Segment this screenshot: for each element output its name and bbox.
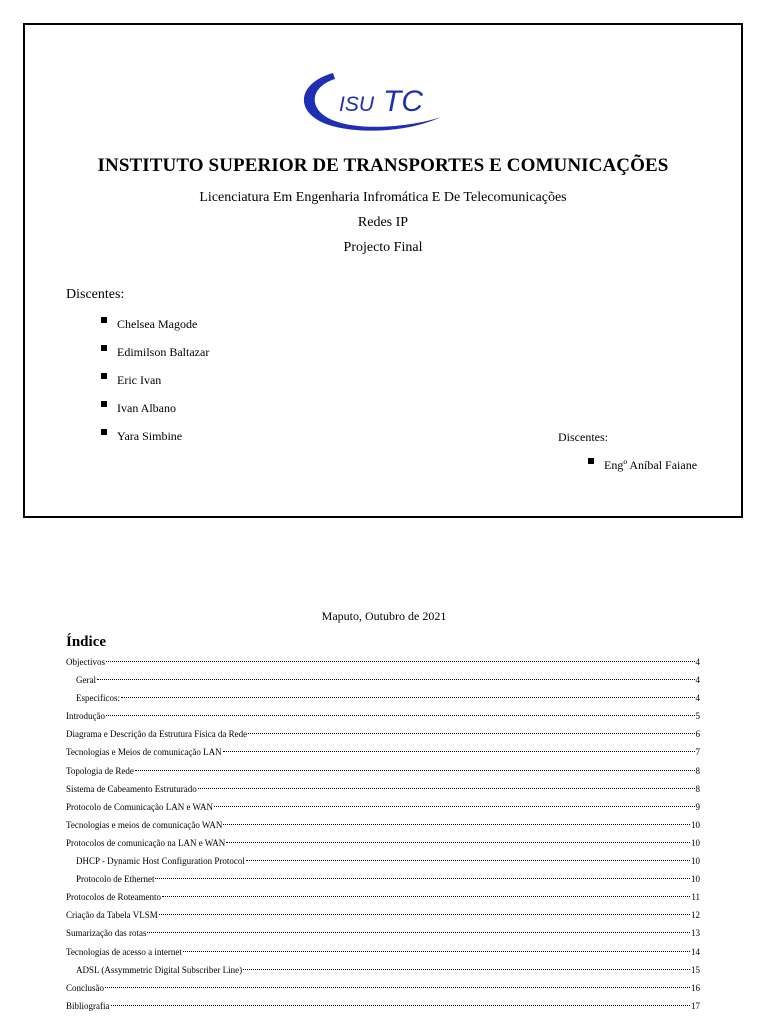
- toc-entry-label: Protocolos de Roteamento: [66, 892, 161, 903]
- toc-page-number: 12: [691, 910, 700, 921]
- toc-page-number: 4: [695, 657, 700, 667]
- toc-entry[interactable]: [66, 943, 700, 961]
- bullet-icon: [101, 345, 107, 351]
- toc-leader-dots: [198, 788, 695, 789]
- toc-leader-dots: [105, 987, 690, 988]
- toc-entry[interactable]: [66, 689, 700, 707]
- cover-page: [23, 23, 743, 518]
- students-label: Discentes:: [66, 287, 125, 302]
- toc-entry-label: Objectivos: [66, 657, 105, 667]
- toc-page-number: 14: [691, 946, 700, 957]
- toc-leader-dots: [226, 842, 690, 843]
- student-item: Yara Simbine: [101, 429, 209, 457]
- toc-leader-dots: [155, 878, 690, 879]
- toc-entry-label: Bibliografia: [66, 1000, 110, 1011]
- toc-entry[interactable]: [66, 979, 700, 997]
- toc-entry-label: Conclusão: [66, 982, 104, 993]
- subject-name: Redes IP: [357, 215, 409, 230]
- toc-entry[interactable]: [66, 997, 700, 1015]
- table-of-contents: [66, 653, 700, 1015]
- work-title: Projecto Final: [343, 240, 423, 255]
- toc-entry-label: Tecnologias e Meios de comunicação LAN: [66, 747, 222, 758]
- toc-leader-dots: [135, 770, 695, 771]
- toc-entry-label: Topologia de Rede: [66, 765, 134, 776]
- toc-leader-dots: [159, 914, 690, 915]
- toc-entry[interactable]: [66, 888, 700, 906]
- toc-leader-dots: [97, 679, 695, 680]
- toc-page-number: 17: [691, 1000, 700, 1011]
- toc-entry-label: Diagrama e Descrição da Estrutura Física da Rede: [66, 729, 248, 740]
- toc-leader-dots: [106, 661, 695, 662]
- students-list: [101, 317, 209, 457]
- toc-entry[interactable]: [66, 671, 700, 689]
- bullet-icon: [101, 429, 107, 435]
- toc-entry-label: Sumarização das rotas: [66, 928, 147, 939]
- toc-page-number: 5: [695, 711, 700, 722]
- toc-entry-label: Especificos:: [76, 693, 120, 704]
- teacher-item: Engº Aníbal Faiane: [588, 458, 697, 473]
- toc-entry[interactable]: [66, 961, 700, 979]
- toc-page-number: 15: [691, 964, 700, 975]
- toc-entry[interactable]: [66, 653, 700, 671]
- toc-entry[interactable]: [66, 906, 700, 924]
- toc-page-number: 4: [695, 675, 700, 686]
- toc-entry[interactable]: [66, 816, 700, 834]
- toc-page-number: 11: [691, 892, 700, 903]
- svg-text:ISU: ISU: [339, 93, 375, 116]
- toc-page-number: 10: [691, 837, 700, 848]
- student-item: Chelsea Magode: [101, 317, 209, 345]
- toc-entry[interactable]: [66, 798, 700, 816]
- bullet-icon: [101, 401, 107, 407]
- index-title: Índice: [66, 634, 107, 650]
- toc-entry-label: Introdução: [66, 711, 105, 722]
- toc-leader-dots: [183, 951, 690, 952]
- toc-page-number: 7: [695, 747, 700, 758]
- toc-page-number: 13: [691, 928, 700, 939]
- toc-page-number: 8: [695, 783, 700, 794]
- toc-entry-label: Geral: [76, 675, 96, 686]
- toc-entry-label: Protocolos de comunicação na LAN e WAN: [66, 837, 226, 848]
- student-item: Ivan Albano: [101, 401, 209, 429]
- toc-leader-dots: [147, 932, 690, 933]
- toc-entry-label: Tecnologias de acesso a internet: [66, 946, 182, 957]
- toc-leader-dots: [246, 860, 690, 861]
- toc-entry[interactable]: [66, 834, 700, 852]
- toc-entry-label: Protocolo de Comunicação LAN e WAN: [66, 801, 214, 812]
- toc-page-number: 8: [695, 765, 700, 776]
- toc-entry-label: DHCP - Dynamic Host Configuration Protocol: [76, 856, 245, 867]
- toc-leader-dots: [243, 969, 690, 970]
- toc-leader-dots: [223, 751, 695, 752]
- toc-page-number: 10: [691, 819, 700, 830]
- toc-page-number: 16: [691, 982, 700, 993]
- toc-entry[interactable]: [66, 780, 700, 798]
- toc-entry-label: ADSL (Assymmetric Digital Subscriber Line): [76, 964, 243, 975]
- student-item: Eric Ivan: [101, 373, 209, 401]
- toc-entry[interactable]: [66, 924, 700, 942]
- toc-leader-dots: [162, 896, 690, 897]
- toc-entry-label: Tecnologias e meios de comunicação WAN: [66, 819, 223, 830]
- isutc-logo: [295, 65, 445, 137]
- toc-leader-dots: [121, 697, 695, 698]
- toc-leader-dots: [248, 733, 694, 734]
- institution-name: INSTITUTO SUPERIOR DE TRANSPORTES E COMUNICAÇÕES: [97, 155, 669, 176]
- teacher-label: Discentes:: [558, 430, 608, 444]
- toc-page-number: 10: [691, 856, 700, 867]
- bullet-icon: [101, 317, 107, 323]
- svg-text:TC: TC: [383, 85, 423, 118]
- toc-entry-label: Protocolo de Ethernet: [76, 874, 155, 885]
- toc-leader-dots: [111, 1005, 691, 1006]
- toc-page-number: 4: [695, 693, 700, 704]
- bullet-icon: [588, 458, 594, 464]
- toc-entry[interactable]: [66, 870, 700, 888]
- place-date: Maputo, Outubro de 2021: [321, 609, 447, 623]
- toc-leader-dots: [106, 715, 695, 716]
- toc-entry[interactable]: [66, 707, 700, 725]
- toc-page-number: 10: [691, 874, 700, 885]
- toc-entry[interactable]: [66, 725, 700, 743]
- toc-page-number: 9: [695, 801, 700, 812]
- bullet-icon: [101, 373, 107, 379]
- toc-entry[interactable]: [66, 743, 700, 761]
- toc-entry-label: Criação da Tabela VLSM: [66, 910, 158, 921]
- course-name: Licenciatura Em Engenharia Infromática E De Telecomunicações: [199, 190, 567, 205]
- toc-leader-dots: [214, 806, 694, 807]
- toc-page-number: 6: [695, 729, 700, 740]
- toc-leader-dots: [223, 824, 690, 825]
- toc-entry[interactable]: [66, 762, 700, 780]
- student-item: Edimilson Baltazar: [101, 345, 209, 373]
- toc-entry[interactable]: [66, 852, 700, 870]
- toc-entry-label: Sistema de Cabeamento Estruturado: [66, 783, 197, 794]
